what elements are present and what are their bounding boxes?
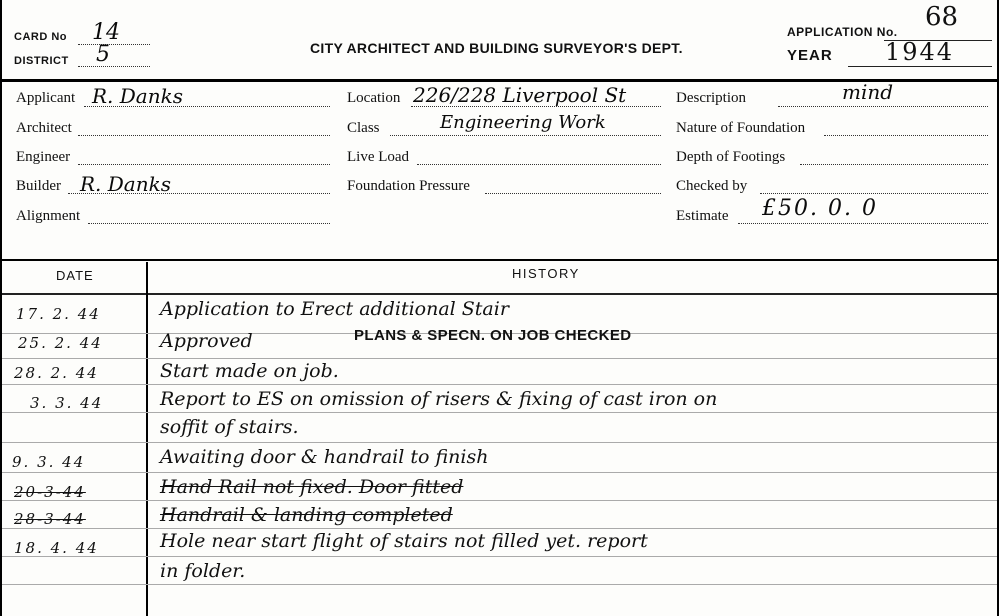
history-date: 25. 2. 44 [18, 334, 103, 352]
history-header: HISTORY [512, 266, 580, 281]
application-no-value: 68 [925, 2, 959, 32]
history-entry: Awaiting door & handrail to finish [160, 446, 489, 468]
estimate-value: £50. 0. 0 [762, 196, 878, 221]
history-entry: in folder. [160, 560, 246, 582]
history-entry: Application to Erect additional Stair [160, 298, 509, 320]
description-label: Description [676, 90, 746, 106]
alignment-label: Alignment [16, 208, 81, 224]
card-no-label: CARD No [14, 31, 67, 43]
location-label: Location [347, 90, 401, 106]
dept-title: CITY ARCHITECT AND BUILDING SURVEYOR'S DEPT. [310, 40, 683, 56]
nature-of-foundation-label: Nature of Foundation [676, 120, 806, 136]
applicant-label: Applicant [16, 90, 76, 106]
history-date: 17. 2. 44 [16, 305, 101, 323]
class-value: Engineering Work [440, 112, 606, 133]
foundation-pressure-label: Foundation Pressure [347, 178, 470, 194]
history-date: 18. 4. 44 [14, 539, 99, 557]
estimate-label: Estimate [676, 208, 729, 224]
history-entry: soffit of stairs. [160, 416, 299, 438]
engineer-label: Engineer [16, 149, 71, 165]
live-load-label: Live Load [347, 149, 410, 165]
year-value: 1944 [885, 38, 955, 66]
checked-stamp: PLANS & SPECN. ON JOB CHECKED [354, 327, 632, 344]
history-date: 20-3-44 [14, 483, 86, 501]
history-entry: Start made on job. [160, 360, 339, 382]
history-date: 9. 3. 44 [12, 453, 86, 471]
location-value: 226/228 Liverpool St [413, 83, 627, 107]
district-label: DISTRICT [14, 55, 69, 67]
history-date: 28-3-44 [14, 510, 86, 528]
class-label: Class [347, 120, 380, 136]
builder-label: Builder [16, 178, 61, 194]
checked-by-label: Checked by [676, 178, 748, 194]
description-value: mind [842, 80, 894, 104]
architect-label: Architect [16, 120, 72, 136]
district-value: 5 [96, 42, 110, 67]
history-entry: Report to ES on omission of risers & fixing of cast iron on [160, 388, 718, 410]
depth-of-footings-label: Depth of Footings [676, 149, 786, 165]
year-label: YEAR [787, 47, 833, 64]
history-date: 28. 2. 44 [14, 364, 99, 382]
history-entry: Approved [160, 330, 253, 352]
history-date: 3. 3. 44 [30, 394, 104, 412]
history-entry: Handrail & landing completed [160, 504, 453, 526]
applicant-value: R. Danks [92, 84, 183, 108]
application-no-label: APPLICATION No. [787, 25, 898, 39]
builder-value: R. Danks [80, 172, 171, 196]
history-entry: Hand Rail not fixed. Door fitted [160, 476, 464, 498]
date-header: DATE [56, 268, 94, 283]
card-no-value: 14 [92, 20, 120, 45]
history-entry: Hole near start flight of stairs not filled yet. report [160, 530, 648, 552]
